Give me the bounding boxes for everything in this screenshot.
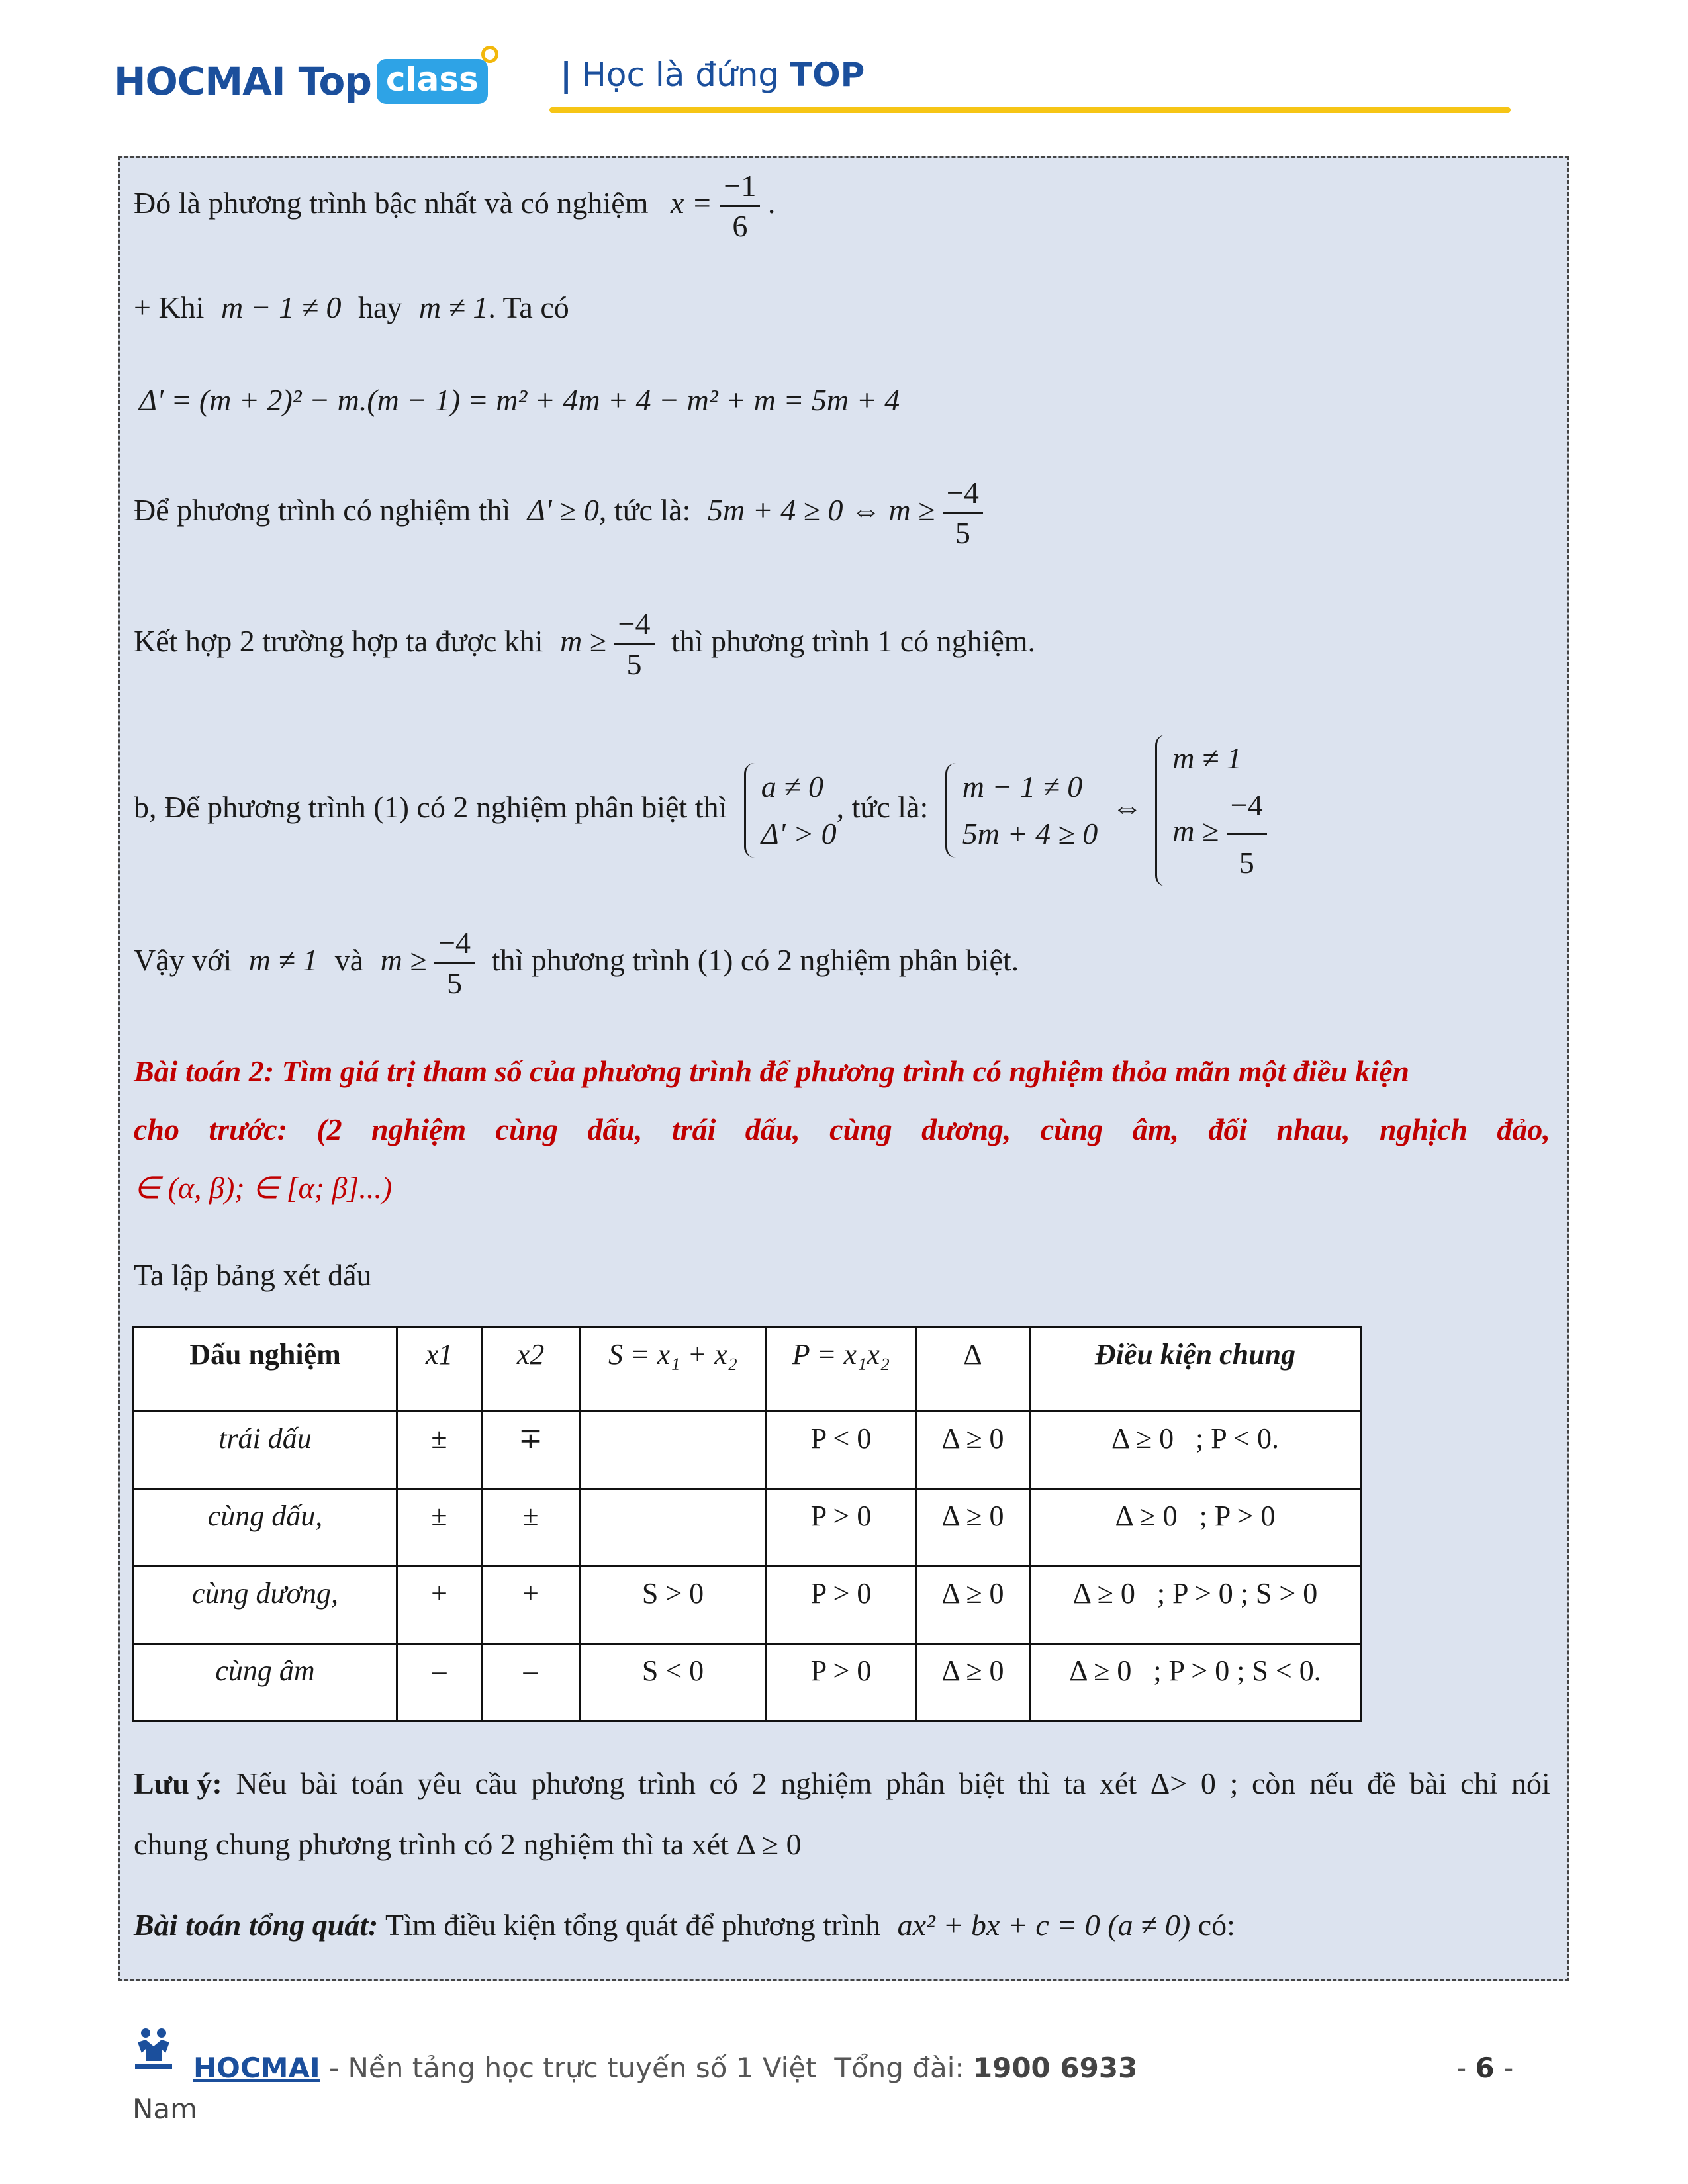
math: ax² + bx + c = 0 (a ≠ 0) <box>897 1908 1191 1942</box>
cell <box>580 1412 767 1489</box>
text: Tìm điều kiện tổng quát để phương trình <box>385 1908 881 1942</box>
cell: cùng âm <box>134 1644 397 1721</box>
text: thì phương trình (1) có 2 nghiệm phân biệt. <box>491 943 1019 978</box>
slogan-divider: | <box>560 56 573 94</box>
fraction <box>943 478 983 549</box>
table-header-row <box>134 1328 1361 1412</box>
text: , tức là: <box>836 790 929 825</box>
cell: ± <box>482 1489 580 1567</box>
cell: ∓ <box>482 1412 580 1489</box>
word: 2 <box>751 1766 767 1800</box>
cell: Δ ≥ 0 <box>916 1489 1030 1567</box>
word: 0 <box>1200 1766 1216 1800</box>
fraction <box>1227 782 1267 886</box>
cell: Δ ≥ 0 ; P > 0 <box>1030 1489 1361 1567</box>
text: hay <box>357 291 402 324</box>
line-conclusion <box>134 928 1019 999</box>
numerator: −1 <box>724 169 757 203</box>
system-3 <box>1155 735 1266 886</box>
word: Nếu <box>236 1766 287 1800</box>
math: m ≠ 1 <box>248 943 318 978</box>
table-row <box>134 1489 1361 1567</box>
brand-class-badge <box>377 59 488 104</box>
sun-icon <box>481 46 498 63</box>
word: ta <box>1063 1766 1086 1800</box>
cell: Δ ≥ 0 <box>916 1644 1030 1721</box>
word: xét <box>1099 1766 1137 1800</box>
math: m ≥ <box>1172 813 1219 848</box>
general-label: Bài toán tổng quát: <box>134 1908 379 1942</box>
note-line1 <box>134 1768 1550 1799</box>
th-product: P = x₁x₂ <box>767 1328 916 1412</box>
numerator: −4 <box>438 926 471 960</box>
text: Đó là phương trình bậc nhất và có nghiệm <box>134 186 649 220</box>
word: đề <box>1367 1766 1396 1800</box>
footer-brand-link[interactable]: HOCMAI <box>193 2052 320 2084</box>
numerator: −4 <box>618 607 651 641</box>
denominator: 5 <box>955 516 970 550</box>
word: nghịch <box>1380 1113 1468 1146</box>
cell: Δ ≥ 0 ; P < 0. <box>1030 1412 1361 1489</box>
word: biệt <box>959 1766 1005 1800</box>
word: cùng <box>1040 1113 1103 1146</box>
th-x1: x1 <box>397 1328 482 1412</box>
system-row: 5m + 4 ≥ 0 <box>962 817 1098 851</box>
th-delta: Δ <box>916 1328 1030 1412</box>
text: Vậy với <box>134 943 232 978</box>
word: đối <box>1208 1113 1248 1146</box>
word: nghiệm <box>371 1113 467 1146</box>
th-root-sign: Dấu nghiệm <box>134 1328 397 1412</box>
line-condition-solution <box>134 478 983 549</box>
word: cầu <box>475 1766 518 1800</box>
footer <box>193 2052 1137 2084</box>
system-row: m − 1 ≠ 0 <box>962 770 1083 804</box>
cell: + <box>482 1567 580 1644</box>
table-row <box>134 1644 1361 1721</box>
math: Δ' ≥ 0 <box>527 493 599 527</box>
note-label: Lưu ý: <box>134 1766 222 1800</box>
page-value: 6 <box>1475 2052 1495 2084</box>
text: + Khi <box>134 291 205 324</box>
text: có: <box>1197 1908 1235 1942</box>
cell: ± <box>397 1489 482 1567</box>
math: 5m + 4 ≥ 0 ⇔ m ≥ <box>707 493 935 527</box>
footer-text: - Nền tảng học trực tuyến số 1 Việt Tổng đài: <box>320 2052 973 2084</box>
sign-table <box>132 1326 1362 1722</box>
cell: – <box>397 1644 482 1721</box>
slogan-text: Học là đứng <box>581 56 790 94</box>
page-number <box>1456 2052 1513 2084</box>
text: , tức là: <box>598 493 691 527</box>
problem-2-title-line1: Bài toán 2: Tìm giá trị tham số của phương trình để phương trình có nghiệm thỏa mãn một điều kiện <box>134 1054 1409 1088</box>
brand-class-text: class <box>385 60 479 99</box>
th-condition: Điều kiện chung <box>1030 1328 1361 1412</box>
word: đảo, <box>1497 1113 1550 1146</box>
denominator: 6 <box>732 209 748 243</box>
system-row <box>1172 782 1266 886</box>
th-x2: x2 <box>482 1328 580 1412</box>
word: dấu, <box>587 1113 643 1146</box>
table-row <box>134 1412 1361 1489</box>
line-case-m <box>134 293 569 323</box>
cell: – <box>482 1644 580 1721</box>
table-row <box>134 1567 1361 1644</box>
word: trái <box>671 1113 716 1146</box>
fraction <box>434 928 475 999</box>
system-row: a ≠ 0 <box>761 770 824 804</box>
word: phương <box>531 1766 625 1800</box>
problem-2-title-line2 <box>134 1115 1550 1145</box>
math: m ≥ <box>560 624 607 659</box>
system-1 <box>744 763 837 858</box>
brand-top: Top <box>298 59 371 104</box>
word: dương, <box>921 1113 1011 1146</box>
word: cùng <box>495 1113 559 1146</box>
text: thì phương trình 1 có nghiệm. <box>671 624 1036 659</box>
cell: P > 0 <box>767 1489 916 1567</box>
line-distinct-roots <box>134 735 1267 886</box>
word: nghiệm <box>780 1766 872 1800</box>
line-combine <box>134 609 1035 680</box>
word: cho <box>134 1113 179 1146</box>
cell <box>580 1489 767 1567</box>
cell: P > 0 <box>767 1644 916 1721</box>
cell: Δ ≥ 0 <box>916 1412 1030 1489</box>
word: chỉ <box>1460 1766 1498 1800</box>
cell: + <box>397 1567 482 1644</box>
text: b, Để phương trình (1) có 2 nghiệm phân biệt thì <box>134 790 727 825</box>
header-slogan <box>560 56 865 94</box>
word: trình <box>637 1766 696 1800</box>
word: có <box>709 1766 738 1800</box>
cell: cùng dương, <box>134 1567 397 1644</box>
slogan-bold: TOP <box>790 56 865 94</box>
hocmai-logo-icon <box>132 2026 175 2071</box>
word: còn <box>1252 1766 1296 1800</box>
cell: P < 0 <box>767 1412 916 1489</box>
footer-line2: Nam <box>132 2093 198 2125</box>
word: yêu <box>417 1766 461 1800</box>
text: Để phương trình có nghiệm thì <box>134 493 511 527</box>
cell: S > 0 <box>580 1567 767 1644</box>
cell: ± <box>397 1412 482 1489</box>
numerator: −4 <box>946 476 979 510</box>
word: ; <box>1229 1766 1239 1800</box>
th-sum: S = x₁ + x₂ <box>580 1328 767 1412</box>
problem-2-title-line3: ∈ (α, β); ∈ [α; β]...) <box>134 1171 393 1205</box>
cell: Δ ≥ 0 <box>916 1567 1030 1644</box>
equivalence: ⇔ <box>1111 790 1143 825</box>
math: m ≠ 1 <box>418 291 489 324</box>
brand-hocmai: HOCMAI <box>114 59 285 104</box>
cell: S < 0 <box>580 1644 767 1721</box>
math: m − 1 ≠ 0 <box>220 291 342 324</box>
word: toán <box>351 1766 404 1800</box>
math-x: x = <box>670 186 712 220</box>
word: trước: <box>209 1113 288 1146</box>
word: bài <box>300 1766 338 1800</box>
brand-logo <box>114 52 488 111</box>
line-first-degree <box>134 171 775 242</box>
cell: Δ ≥ 0 ; P > 0 ; S < 0. <box>1030 1644 1361 1721</box>
word: cùng <box>829 1113 892 1146</box>
word: âm, <box>1132 1113 1179 1146</box>
math: m ≥ <box>380 943 427 978</box>
cell: cùng dấu, <box>134 1489 397 1567</box>
text: và <box>334 943 364 978</box>
page-prefix: - <box>1456 2052 1476 2084</box>
numerator: −4 <box>1230 788 1263 823</box>
word: dấu, <box>745 1113 800 1146</box>
denominator: 5 <box>447 966 463 1000</box>
word: thì <box>1017 1766 1051 1800</box>
system-row: Δ' > 0 <box>761 817 837 851</box>
cell: P > 0 <box>767 1567 916 1644</box>
page-suffix: - <box>1494 2052 1514 2084</box>
line-delta-formula: Δ' = (m + 2)² − m.(m − 1) = m² + 4m + 4 − m² + m = 5m + 4 <box>139 383 900 417</box>
word: (2 <box>316 1113 342 1146</box>
system-2 <box>945 763 1098 858</box>
text: Kết hợp 2 trường hợp ta được khi <box>134 624 543 659</box>
footer-phone: 1900 6933 <box>972 2052 1138 2084</box>
word: phân <box>885 1766 945 1800</box>
word: bài <box>1409 1766 1447 1800</box>
note-line2: chung chung phương trình có 2 nghiệm thì ta xét Δ ≥ 0 <box>134 1827 802 1861</box>
table-intro: Ta lập bảng xét dấu <box>134 1258 372 1292</box>
denominator: 5 <box>626 647 642 681</box>
fraction <box>720 171 760 242</box>
cell: trái dấu <box>134 1412 397 1489</box>
general-problem <box>134 1910 1235 1940</box>
header-underline <box>549 107 1511 113</box>
word: nếu <box>1309 1766 1354 1800</box>
cell: Δ ≥ 0 ; P > 0 ; S > 0 <box>1030 1567 1361 1644</box>
fraction <box>614 609 655 680</box>
word: nhau, <box>1276 1113 1350 1146</box>
system-row: m ≠ 1 <box>1172 741 1242 775</box>
word: nói <box>1511 1766 1550 1800</box>
word: Δ> <box>1150 1766 1188 1800</box>
period: . <box>760 186 776 220</box>
text: . Ta có <box>488 291 569 324</box>
denominator: 5 <box>1239 845 1254 880</box>
